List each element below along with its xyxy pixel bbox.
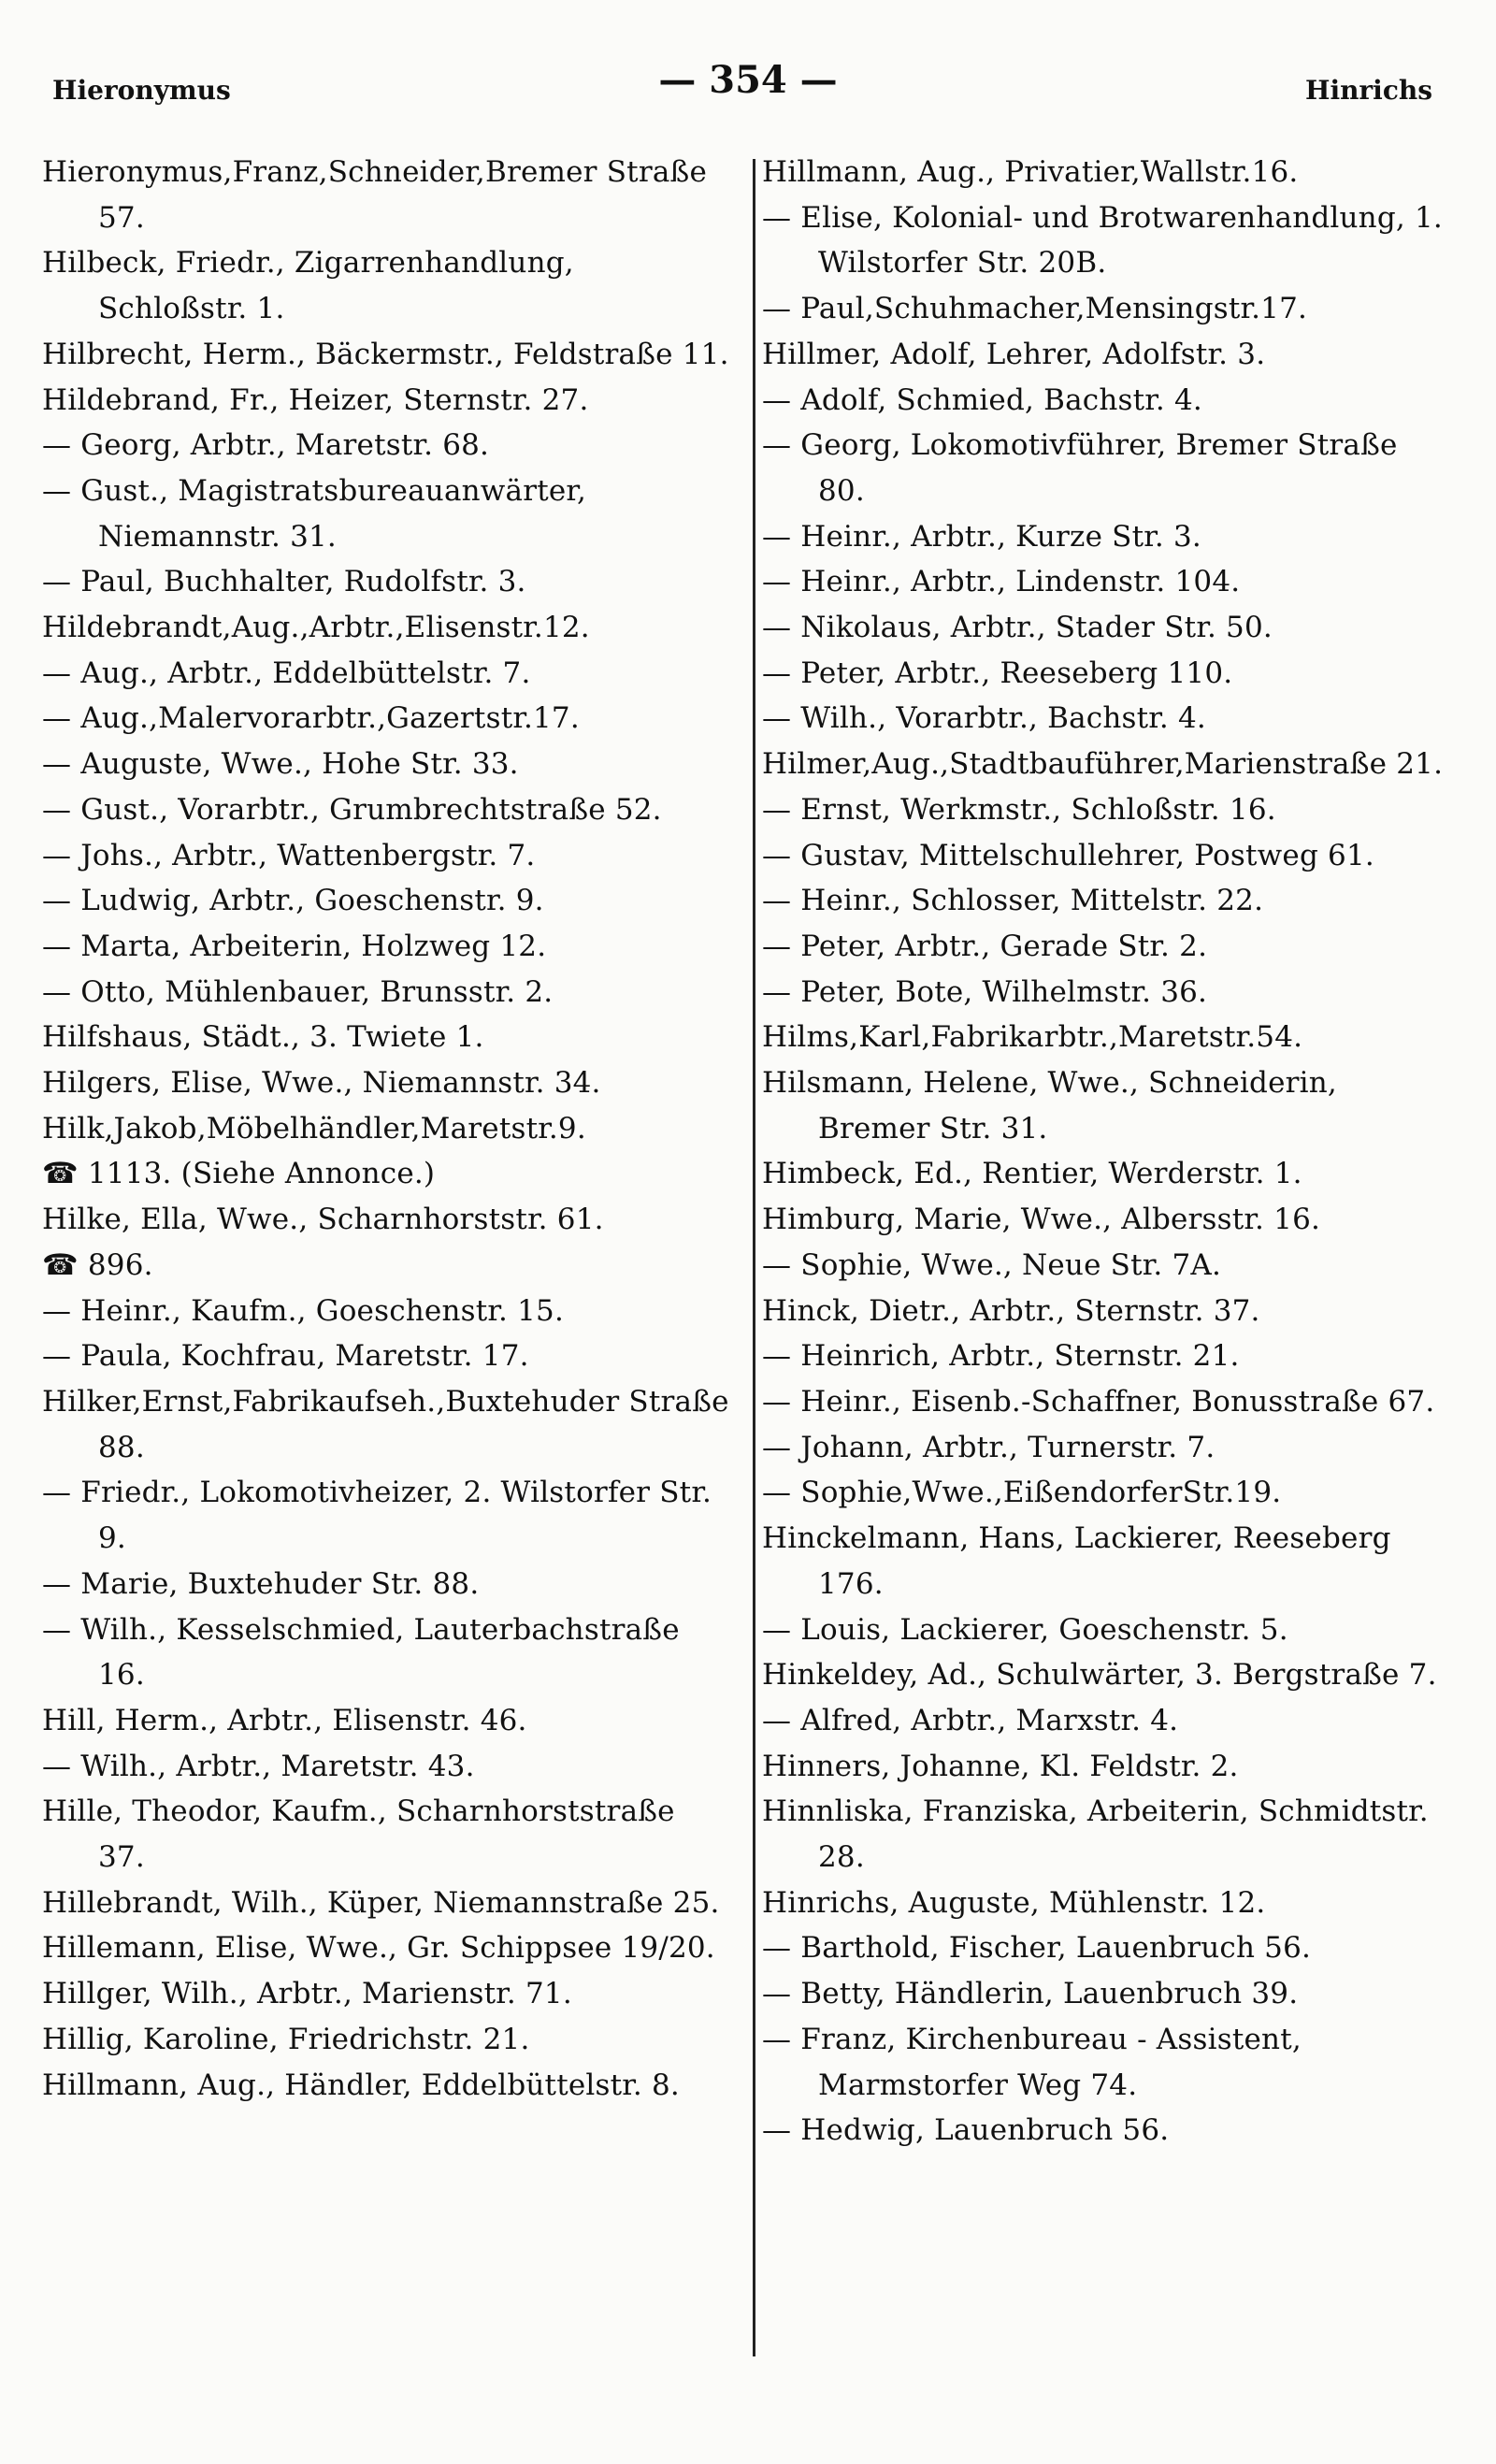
directory-entry: Hinkeldey, Ad., Schulwärter, 3. Bergstraße 7. xyxy=(762,1658,1437,1693)
directory-entry: — Gustav, Mittelschullehrer, Postweg 61. xyxy=(762,838,1374,872)
directory-entry: — Nikolaus, Arbtr., Stader Str. 50. xyxy=(762,611,1273,645)
directory-entry: — Peter, Arbtr., Reeseberg 110. xyxy=(762,656,1233,690)
directory-entry: Hinners, Johanne, Kl. Feldstr. 2. xyxy=(762,1749,1239,1783)
directory-entry: — Marie, Buxtehuder Str. 88. xyxy=(42,1566,480,1601)
directory-entry: — Hedwig, Lauenbruch 56. xyxy=(762,2113,1170,2148)
directory-entry: — Heinr., Kaufm., Goeschenstr. 15. xyxy=(42,1293,565,1328)
directory-entry: — Marta, Arbeiterin, Holzweg 12. xyxy=(42,929,547,963)
directory-entry: Hilker,Ernst,Fabrikaufseh.,Buxtehuder Straße 88. xyxy=(42,1384,729,1464)
directory-entry: — Heinr., Eisenb.-Schaffner, Bonusstraße 67. xyxy=(762,1384,1435,1419)
directory-entry: Hilke, Ella, Wwe., Scharnhorststr. 61. xyxy=(42,1203,604,1237)
left-column xyxy=(42,150,729,2108)
directory-entry: Hillmann, Aug., Händler, Eddelbüttelstr. 8. xyxy=(42,2068,680,2102)
directory-entry: Himbeck, Ed., Rentier, Werderstr. 1. xyxy=(762,1157,1302,1191)
directory-entry: — Ernst, Werkmstr., Schloßstr. 16. xyxy=(762,792,1276,827)
directory-entry: — Heinr., Arbtr., Kurze Str. 3. xyxy=(762,519,1201,554)
directory-entry: — Johann, Arbtr., Turnerstr. 7. xyxy=(762,1430,1216,1464)
directory-entry: Hinckelmann, Hans, Lackierer, Reeseberg 176. xyxy=(762,1521,1391,1601)
directory-entry: Hilfshaus, Städt., 3. Twiete 1. xyxy=(42,1020,484,1055)
directory-entry: — Heinrich, Arbtr., Sternstr. 21. xyxy=(762,1339,1240,1374)
directory-entry: — Friedr., Lokomotivheizer, 2. Wilstorfer Str. 9. xyxy=(42,1476,712,1556)
directory-entry: Hildebrandt,Aug.,Arbtr.,Elisenstr.12. xyxy=(42,611,590,645)
directory-entry: Hildebrand, Fr., Heizer, Sternstr. 27. xyxy=(42,382,589,417)
directory-entry: — Betty, Händlerin, Lauenbruch 39. xyxy=(762,1977,1299,2011)
directory-entry: — Otto, Mühlenbauer, Brunsstr. 2. xyxy=(42,974,554,1009)
telephone-entry: ☎ 1113. (Siehe Annonce.) xyxy=(42,1157,436,1191)
directory-entry: Himburg, Marie, Wwe., Albersstr. 16. xyxy=(762,1203,1321,1237)
directory-entry: Hill, Herm., Arbtr., Elisenstr. 46. xyxy=(42,1703,527,1737)
directory-entry: — Johs., Arbtr., Wattenbergstr. 7. xyxy=(42,838,536,872)
directory-entry: — Elise, Kolonial- und Brotwarenhandlung, 1. Wilstorfer Str. 20B. xyxy=(762,200,1443,281)
directory-entry: — Paul, Buchhalter, Rudolfstr. 3. xyxy=(42,565,526,599)
directory-entry: — Heinr., Arbtr., Lindenstr. 104. xyxy=(762,565,1241,599)
directory-entry: — Franz, Kirchenbureau - Assistent, Marmstorfer Weg 74. xyxy=(762,2022,1302,2102)
header-right-keyword: Hinrichs xyxy=(1304,75,1432,106)
directory-entry: Hilms,Karl,Fabrikarbtr.,Maretstr.54. xyxy=(762,1020,1303,1055)
page-header xyxy=(37,58,1459,114)
directory-entry: — Sophie,Wwe.,EißendorferStr.19. xyxy=(762,1476,1282,1510)
directory-entry: Hillemann, Elise, Wwe., Gr. Schippsee 19/20. xyxy=(42,1931,715,1966)
directory-entry: Hilsmann, Helene, Wwe., Schneiderin, Bremer Str. 31. xyxy=(762,1066,1337,1146)
directory-entry: — Peter, Arbtr., Gerade Str. 2. xyxy=(762,929,1208,963)
directory-entry: — Aug.,Malervorarbtr.,Gazertstr.17. xyxy=(42,701,580,736)
directory-entry: — Aug., Arbtr., Eddelbüttelstr. 7. xyxy=(42,656,531,690)
directory-entry: Hinrichs, Auguste, Mühlenstr. 12. xyxy=(762,1885,1266,1920)
directory-entry: — Sophie, Wwe., Neue Str. 7A. xyxy=(762,1247,1222,1282)
directory-entry: — Barthold, Fischer, Lauenbruch 56. xyxy=(762,1931,1312,1966)
directory-entry: Hillmer, Adolf, Lehrer, Adolfstr. 3. xyxy=(762,337,1266,371)
directory-entry: — Gust., Magistratsbureauanwärter, Niemannstr. 31. xyxy=(42,473,587,554)
directory-entry: Hilmer,Aug.,Stadtbauführer,Marienstraße 21. xyxy=(762,747,1444,782)
right-column xyxy=(762,150,1449,2154)
directory-entry: — Heinr., Schlosser, Mittelstr. 22. xyxy=(762,884,1264,918)
directory-entry: Hinnliska, Franziska, Arbeiterin, Schmidtstr. 28. xyxy=(762,1794,1429,1875)
telephone-entry: ☎ 896. xyxy=(42,1247,153,1282)
directory-entry: Hillig, Karoline, Friedrichstr. 21. xyxy=(42,2022,530,2056)
directory-entry: Hieronymus,Franz,Schneider,Bremer Straße 57. xyxy=(42,155,707,235)
directory-entry: Hillger, Wilh., Arbtr., Marienstr. 71. xyxy=(42,1977,572,2011)
page-number: — 354 — xyxy=(658,58,838,102)
directory-entry: — Wilh., Kesselschmied, Lauterbachstraße 16. xyxy=(42,1612,680,1693)
directory-entry: — Ludwig, Arbtr., Goeschenstr. 9. xyxy=(42,884,544,918)
directory-entry: — Wilh., Vorarbtr., Bachstr. 4. xyxy=(762,701,1206,736)
directory-entry: — Georg, Arbtr., Maretstr. 68. xyxy=(42,428,490,463)
directory-entry: — Gust., Vorarbtr., Grumbrechtstraße 52. xyxy=(42,792,662,827)
directory-entry: — Auguste, Wwe., Hohe Str. 33. xyxy=(42,747,519,782)
directory-entry: — Adolf, Schmied, Bachstr. 4. xyxy=(762,382,1202,417)
directory-entry: Hillmann, Aug., Privatier,Wallstr.16. xyxy=(762,155,1299,189)
directory-entry: Hillebrandt, Wilh., Küper, Niemannstraße 25. xyxy=(42,1885,720,1920)
directory-entry: Hinck, Dietr., Arbtr., Sternstr. 37. xyxy=(762,1293,1260,1328)
directory-entry: — Peter, Bote, Wilhelmstr. 36. xyxy=(762,974,1208,1009)
directory-entry: — Wilh., Arbtr., Maretstr. 43. xyxy=(42,1749,475,1783)
directory-entry: — Paul,Schuhmacher,Mensingstr.17. xyxy=(762,292,1308,326)
directory-entry: Hilk,Jakob,Möbelhändler,Maretstr.9. xyxy=(42,1111,586,1146)
directory-entry: — Paula, Kochfrau, Maretstr. 17. xyxy=(42,1339,529,1374)
directory-entry: Hilgers, Elise, Wwe., Niemannstr. 34. xyxy=(42,1066,601,1101)
directory-entry: — Georg, Lokomotivführer, Bremer Straße 80. xyxy=(762,428,1398,508)
directory-entry: Hille, Theodor, Kaufm., Scharnhorststraße 37. xyxy=(42,1794,675,1875)
directory-entry: — Alfred, Arbtr., Marxstr. 4. xyxy=(762,1703,1179,1737)
directory-entry: Hilbeck, Friedr., Zigarrenhandlung, Schloßstr. 1. xyxy=(42,246,574,326)
directory-entry: Hilbrecht, Herm., Bäckermstr., Feldstraße 11. xyxy=(42,337,729,371)
header-left-keyword: Hieronymus xyxy=(52,75,231,106)
directory-entry: — Louis, Lackierer, Goeschenstr. 5. xyxy=(762,1612,1288,1647)
column-divider xyxy=(753,159,755,2356)
